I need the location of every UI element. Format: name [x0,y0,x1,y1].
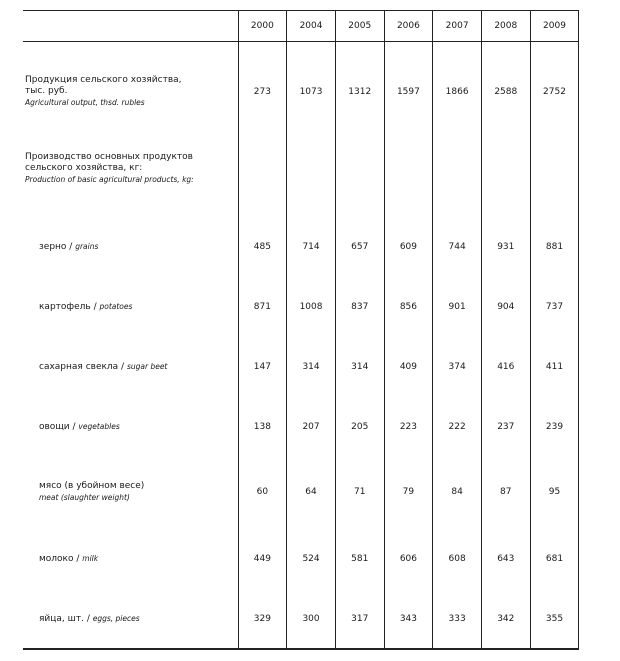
row-label [23,457,238,527]
value-cell: 901 [433,277,482,337]
year-2004-header: 2004 [287,11,336,42]
value-cell: 314 [287,337,336,398]
row-label-en: potatoes [99,301,133,311]
value-cell [287,142,336,218]
value-cell: 342 [481,591,530,649]
value-cell: 904 [481,277,530,337]
value-cell: 411 [530,337,579,398]
value-cell: 714 [287,218,336,277]
value-cell: 2752 [530,42,579,142]
value-cell: 147 [238,337,287,398]
table-row-agricultural-output [23,42,579,142]
value-cell: 581 [335,527,384,591]
table-row-meat [23,457,579,527]
value-cell: 314 [335,337,384,398]
value-cell: 524 [287,527,336,591]
row-label-ru: сахарная свекла / [39,362,125,372]
row-label-ru: яйца, шт. / [39,614,90,624]
year-2009-header: 2009 [530,11,579,42]
row-label-ru: мясо (в убойном весе) [39,480,145,491]
row-label-ru: зерно / [39,242,73,252]
header-row [23,11,579,42]
value-cell [238,142,287,218]
value-cell: 1866 [433,42,482,142]
row-label [23,277,238,337]
value-cell: 856 [384,277,433,337]
value-cell: 300 [287,591,336,649]
row-label-ru: Производство основных продуктов [25,151,193,162]
value-cell: 643 [481,527,530,591]
table-row-potatoes [23,277,579,337]
row-label-ru: овощи / [39,422,76,432]
value-cell: 71 [335,457,384,527]
value-cell: 837 [335,277,384,337]
value-cell: 273 [238,42,287,142]
value-cell: 237 [481,398,530,457]
value-cell: 744 [433,218,482,277]
value-cell: 205 [335,398,384,457]
value-cell: 881 [530,218,579,277]
year-2006-header: 2006 [384,11,433,42]
value-cell: 95 [530,457,579,527]
value-cell: 409 [384,337,433,398]
value-cell: 1597 [384,42,433,142]
value-cell: 222 [433,398,482,457]
value-cell: 485 [238,218,287,277]
row-label [23,337,238,398]
value-cell: 223 [384,398,433,457]
row-label-en: meat (slaughter weight) [39,492,130,502]
value-cell: 64 [287,457,336,527]
year-2000-header: 2000 [238,11,287,42]
row-label-ru: Продукция сельского хозяйства, [25,75,182,86]
value-cell: 1008 [287,277,336,337]
row-label-en: vegetables [78,422,120,431]
value-cell: 355 [530,591,579,649]
row-label-en: eggs, pieces [92,614,140,623]
value-cell: 329 [238,591,287,649]
table-row-grains [23,218,579,277]
table-row-milk [23,527,579,591]
row-label-ru: сельского хозяйства, кг: [25,162,143,173]
value-cell [481,142,530,218]
row-label [23,42,238,142]
value-cell: 1073 [287,42,336,142]
row-label-ru: молоко / [39,553,80,564]
value-cell: 871 [238,277,287,337]
row-label [23,398,238,457]
statistics-table [23,10,579,650]
value-cell: 60 [238,457,287,527]
value-cell: 374 [433,337,482,398]
value-cell: 1312 [335,42,384,142]
row-label [23,591,238,649]
value-cell: 84 [433,457,482,527]
row-label-en: milk [82,553,99,563]
value-cell: 317 [335,591,384,649]
row-label-en: sugar beet [126,362,168,371]
value-cell: 609 [384,218,433,277]
value-cell [433,142,482,218]
row-label-en: Agricultural output, thsd. rubles [25,98,145,108]
value-cell [335,142,384,218]
table-row-production-heading [23,142,579,218]
header-label-cell [23,11,238,42]
value-cell: 416 [481,337,530,398]
value-cell: 2588 [481,42,530,142]
value-cell: 657 [335,218,384,277]
value-cell: 931 [481,218,530,277]
value-cell: 681 [530,527,579,591]
value-cell [530,142,579,218]
value-cell: 449 [238,527,287,591]
value-cell: 239 [530,398,579,457]
row-label-ru: тыс. руб. [25,86,68,97]
year-2005-header: 2005 [335,11,384,42]
value-cell: 737 [530,277,579,337]
table-row-sugar-beet [23,337,579,398]
row-label [23,218,238,277]
value-cell: 207 [287,398,336,457]
value-cell: 138 [238,398,287,457]
year-2007-header: 2007 [433,11,482,42]
value-cell: 343 [384,591,433,649]
value-cell: 333 [433,591,482,649]
row-label [23,142,238,218]
value-cell: 608 [433,527,482,591]
row-label-en: grains [75,242,99,251]
value-cell [384,142,433,218]
table-row-vegetables [23,398,579,457]
value-cell: 606 [384,527,433,591]
row-label [23,527,238,591]
value-cell: 87 [481,457,530,527]
value-cell: 79 [384,457,433,527]
year-2008-header: 2008 [481,11,530,42]
row-label-en: Production of basic agricultural products, kg: [25,174,194,184]
table-row-eggs [23,591,579,649]
row-label-ru: картофель / [39,301,97,312]
